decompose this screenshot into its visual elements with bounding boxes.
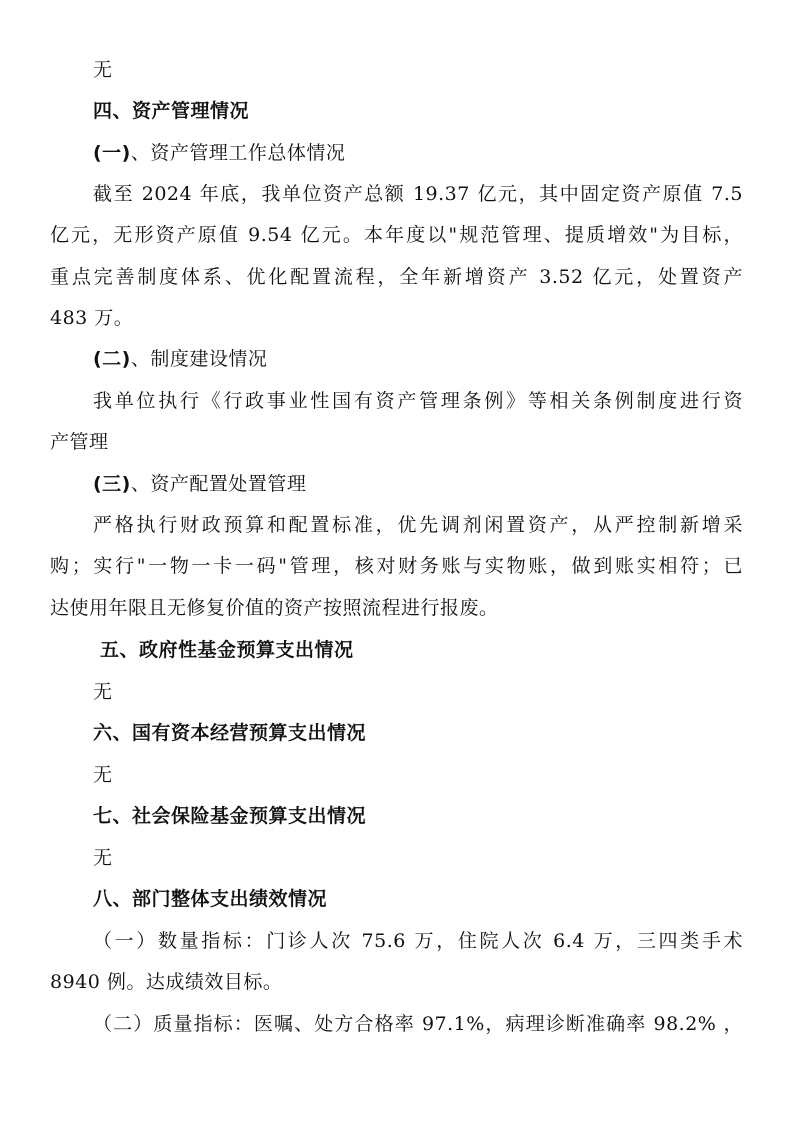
paragraph-line: 产管理 (50, 431, 109, 453)
subsection-number: (三) (93, 473, 131, 495)
subsection-heading (93, 140, 743, 166)
paragraph-line: 重点完善制度体系、优化配置流程，全年新增资产 3.52 亿元，处置资产 (50, 266, 743, 288)
subsection-heading (93, 346, 743, 372)
paragraph-line: 483 万。 (50, 307, 134, 329)
subsection-title: 、资产配置处置管理 (130, 473, 307, 495)
section-heading-7: 七、社会保险基金预算支出情况 (93, 805, 367, 827)
paragraph-line: 我单位执行《行政事业性国有资产管理条例》等相关条例制度进行资 (93, 390, 743, 412)
body-text: 无 (93, 847, 113, 869)
body-text: 无 (93, 59, 113, 81)
section-heading-5: 五、政府性基金预算支出情况 (100, 639, 354, 661)
subsection-number: (一) (93, 142, 131, 164)
section-heading-6: 六、国有资本经营预算支出情况 (93, 722, 367, 744)
paragraph-line: （一）数量指标：门诊人次 75.6 万，住院人次 6.4 万，三四类手术 (93, 930, 743, 952)
subsection-heading (93, 471, 743, 497)
paragraph-line: 8940 例。达成绩效目标。 (50, 971, 283, 993)
paragraph-line: 达使用年限且无修复价值的资产按照流程进行报废。 (50, 597, 499, 619)
paragraph-line: 截至 2024 年底，我单位资产总额 19.37 亿元，其中固定资产原值 7.5 (93, 183, 743, 205)
subsection-title: 、资产管理工作总体情况 (130, 142, 346, 164)
paragraph-line: 购；实行"一物一卡一码"管理，核对财务账与实物账，做到账实相符；已 (50, 555, 743, 577)
section-heading-4: 四、资产管理情况 (93, 100, 250, 122)
body-text: 无 (93, 681, 113, 703)
section-heading-8: 八、部门整体支出绩效情况 (93, 888, 328, 910)
paragraph-line: 严格执行财政预算和配置标准，优先调剂闲置资产，从严控制新增采 (93, 514, 743, 536)
subsection-title: 、制度建设情况 (130, 348, 268, 370)
body-text: 无 (93, 764, 113, 786)
paragraph-line: （二）质量指标：医嘱、处方合格率 97.1%，病理诊断准确率 98.2% ， (93, 1013, 743, 1035)
subsection-number: (二) (93, 348, 131, 370)
paragraph-line: 亿元，无形资产原值 9.54 亿元。本年度以"规范管理、提质增效"为目标， (50, 224, 743, 246)
